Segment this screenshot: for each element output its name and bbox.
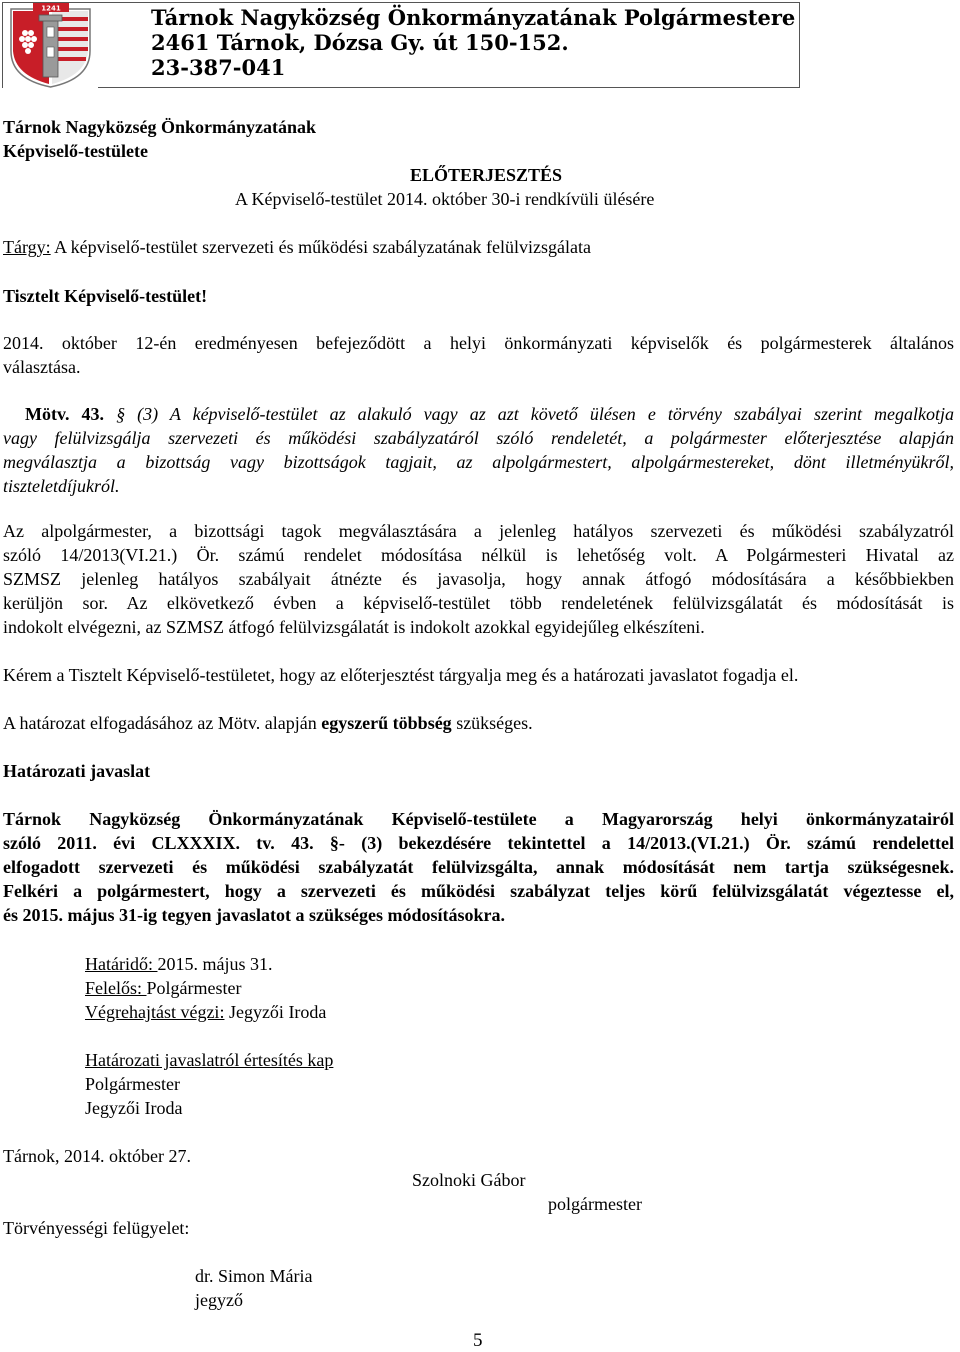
paragraph-line: megválasztja a bizottság vagy bizottságok tagjait, az alpolgármestert, alpolgármestereket, dönt illetményükről,: [3, 452, 954, 472]
executor-value: Jegyzői Iroda: [224, 1002, 327, 1022]
law-text: § (3) A képviselő-testület az alakuló vagy az azt követő ülésen e törvény szabályai szerint megalkotja: [104, 404, 954, 424]
responsible-value: Polgármester: [146, 978, 242, 998]
paragraph-election: [3, 331, 954, 379]
executor-label: Végrehajtást végzi:: [85, 1002, 225, 1022]
paragraph-vice-mayor: [3, 519, 954, 639]
executor-line: [85, 1000, 326, 1024]
deadline-label: Határidő:: [85, 954, 158, 974]
signer-name: Szolnoki Gábor: [412, 1170, 526, 1190]
legality-label: Törvényességi felügyelet:: [3, 1218, 190, 1238]
office-address: 2461 Tárnok, Dózsa Gy. út 150-152.: [151, 30, 569, 55]
deadline-value: 2015. május 31.: [157, 954, 273, 974]
proposal-line: szóló 2011. évi CLXXXIX. tv. 43. §- (3) bekezdésére tekintettel a 14/2013.(VI.21.) Ör. számú rendelettel: [3, 833, 954, 853]
office-name: Tárnok Nagyközség Önkormányzatának Polgármestere: [151, 5, 796, 30]
document-title: ELŐTERJESZTÉS: [410, 165, 563, 185]
majority-type: egyszerű többség: [321, 713, 452, 733]
proposal-body: [3, 807, 954, 927]
majority-text-after: szükséges.: [451, 713, 533, 733]
addressee-line-1: Tárnok Nagyközség Önkormányzatának: [3, 117, 317, 137]
proposal-line: és 2015. május 31-ig tegyen javaslatot a szükséges módosításokra.: [3, 905, 505, 925]
notify-item: Jegyzői Iroda: [85, 1098, 183, 1118]
paragraph-line: 2014. október 12-én eredményesen befejeződött a helyi önkormányzati képviselők és polgármesterek általános: [3, 333, 954, 353]
document-subtitle: A Képviselő-testület 2014. október 30-i rendkívüli ülésére: [235, 189, 655, 209]
notify-label: Határozati javaslatról értesítés kap: [85, 1050, 334, 1070]
svg-text:1241: 1241: [41, 4, 61, 13]
proposal-heading: Határozati javaslat: [3, 761, 151, 781]
paragraph-line: tiszteletdíjukról.: [3, 476, 120, 496]
paragraph-line: [3, 402, 954, 426]
responsible-line: [85, 976, 241, 1000]
subject-text: A képviselő-testület szervezeti és működési szabályzatának felülvizsgálata: [50, 237, 591, 257]
paragraph-line: vagy felülvizsgálja szervezeti és működési szabályzatáról szóló rendeletét, a polgármester előterjesztése alapján: [3, 428, 954, 448]
majority-text-before: A határozat elfogadásához az Mötv. alapján: [3, 713, 322, 733]
page-number: 5: [473, 1330, 483, 1351]
paragraph-line: Az alpolgármester, a bizottsági tagok megválasztására a jelenleg hatályos szervezeti és működési szabályzatról: [3, 521, 954, 541]
proposal-line: Felkéri a polgármestert, hogy a szervezeti és működési szabályzat teljes körű felülvizsgálatát végeztesse el,: [3, 881, 954, 901]
paragraph-line: SZMSZ jelenleg hatályos szabályait átnézte és javasolja, hogy annak átfogó módosítására a későbbiekben: [3, 569, 954, 589]
legality-name: dr. Simon Mária: [195, 1266, 313, 1286]
proposal-line: elfogadott szervezeti és működési szabályzatát felülvizsgálta, annak módosítását nem tartja szükségesnek.: [3, 857, 954, 877]
legality-title: jegyző: [195, 1290, 243, 1310]
paragraph-line: szóló 14/2013(VI.21.) Ör. számú rendelet módosítása nélkül is lehetőség volt. A Polgármesteri Hivatal az: [3, 545, 954, 565]
letterhead: [2, 2, 800, 88]
paragraph-line: választása.: [3, 357, 81, 377]
place-date: Tárnok, 2014. október 27.: [3, 1146, 191, 1166]
subject-label: Tárgy:: [3, 237, 51, 257]
paragraph-request: Kérem a Tisztelt Képviselő-testületet, hogy az előterjesztést tárgyalja meg és a határozati javaslatot fogadja el.: [3, 665, 799, 685]
signer-title: polgármester: [548, 1194, 642, 1214]
law-reference: Mötv. 43.: [25, 404, 105, 424]
office-phone: 23-387-041: [151, 55, 286, 80]
paragraph-majority: [3, 711, 533, 735]
notify-item: Polgármester: [85, 1074, 180, 1094]
addressee-line-2: Képviselő-testülete: [3, 141, 148, 161]
proposal-line: Tárnok Nagyközség Önkormányzatának Képviselő-testülete a Magyarország helyi önkormányzatairól: [3, 809, 954, 829]
letterhead-text: [151, 5, 795, 80]
responsible-label: Felelős:: [85, 978, 147, 998]
paragraph-line: kerüljön sor. Az elkövetkező évben a képviselő-testület több rendeletének felülvizsgálatát és módosítását is: [3, 593, 954, 613]
paragraph-line: indokolt elvégezni, az SZMSZ átfogó felülvizsgálatát is indokolt azokkal egyidejűleg elkészíteni.: [3, 617, 705, 637]
deadline-line: [85, 952, 272, 976]
salutation: Tisztelt Képviselő-testület!: [3, 286, 208, 306]
coat-of-arms-icon: [3, 3, 98, 89]
paragraph-law-quote: [3, 402, 954, 498]
subject-line: [3, 235, 591, 259]
